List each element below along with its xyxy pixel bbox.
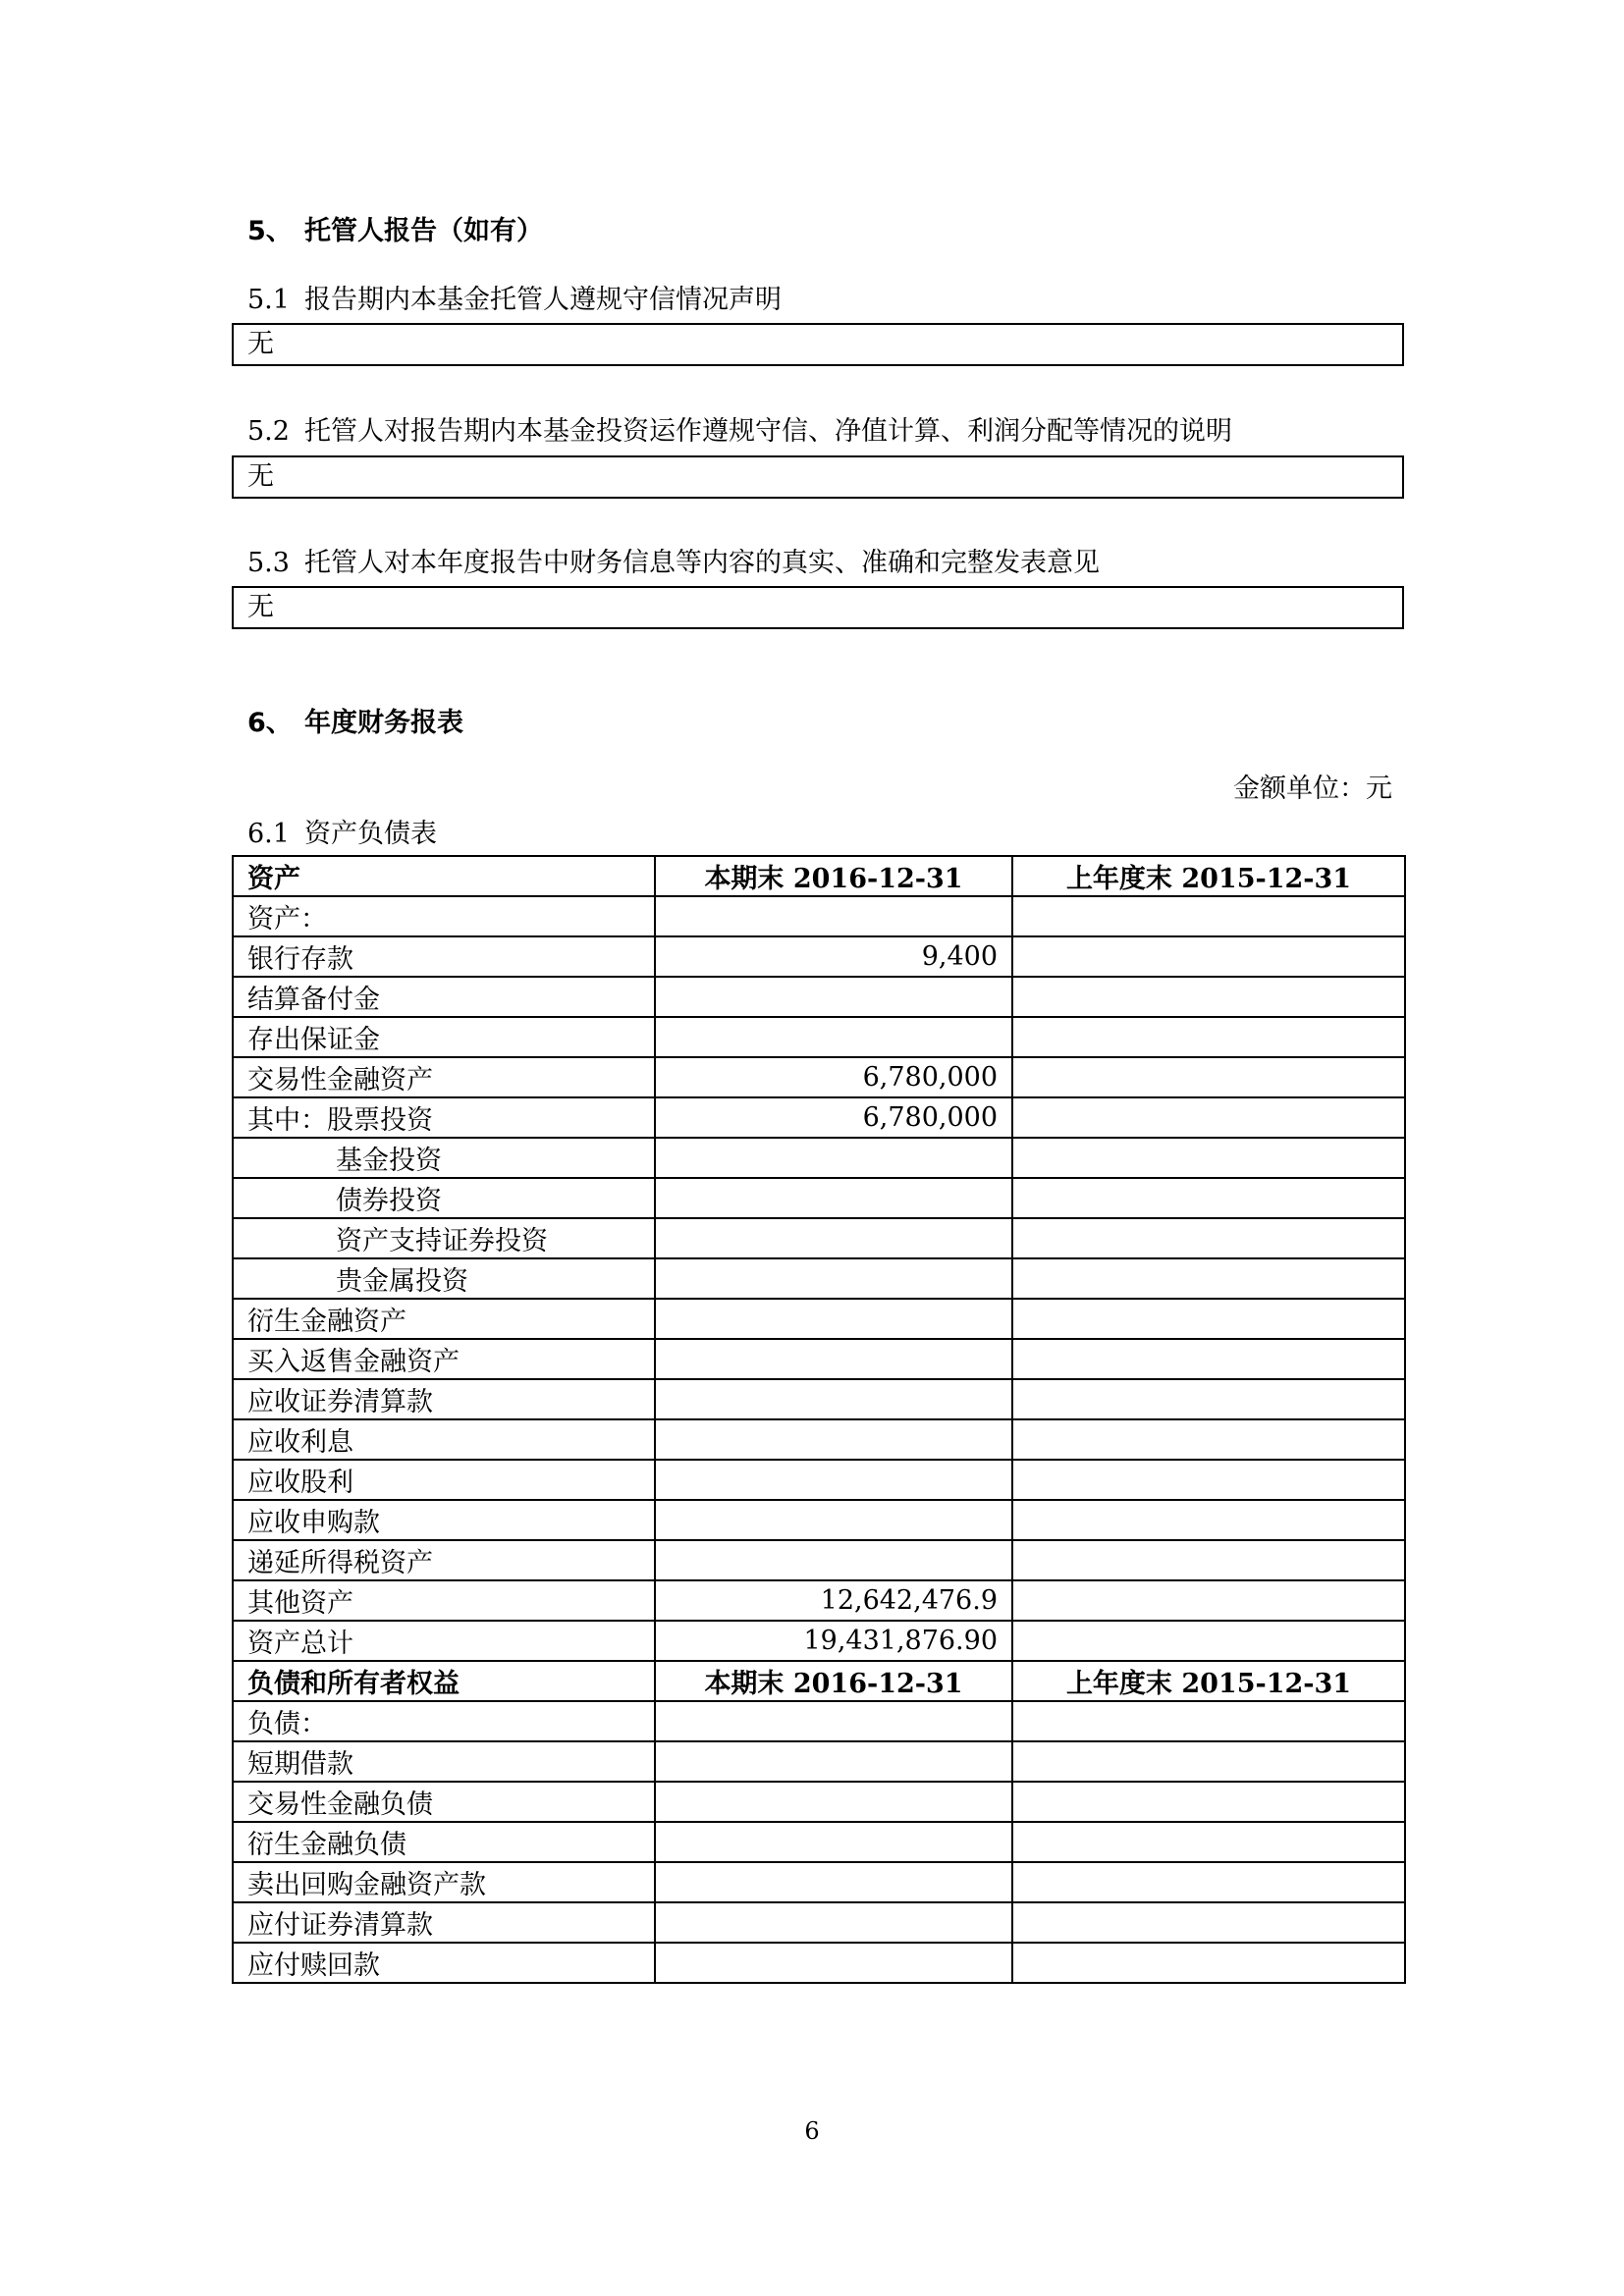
subsection-5-3-number: 5.3 bbox=[247, 548, 290, 578]
row-label: 衍生金融负债 bbox=[233, 1822, 655, 1862]
row-label: 基金投资 bbox=[233, 1138, 655, 1178]
table-row bbox=[233, 1218, 1405, 1258]
table-row bbox=[233, 1138, 1405, 1178]
row-current-value: 19,431,876.90 bbox=[655, 1621, 1012, 1661]
subsection-5-3-content-box bbox=[232, 586, 1404, 629]
row-label: 应收申购款 bbox=[233, 1500, 655, 1540]
table-row bbox=[233, 896, 1405, 936]
row-current-value: 6,780,000 bbox=[655, 1097, 1012, 1138]
row-label: 结算备付金 bbox=[233, 977, 655, 1017]
row-label: 衍生金融资产 bbox=[233, 1299, 655, 1339]
row-prior-value bbox=[1012, 1299, 1405, 1339]
row-prior-value bbox=[1012, 1862, 1405, 1902]
table-row bbox=[233, 977, 1405, 1017]
table-row bbox=[233, 1299, 1405, 1339]
row-label: 递延所得税资产 bbox=[233, 1540, 655, 1580]
subsection-5-1-number: 5.1 bbox=[247, 285, 290, 315]
row-prior-value bbox=[1012, 1540, 1405, 1580]
subsection-5-3-content: 无 bbox=[247, 592, 274, 622]
row-label: 应付证券清算款 bbox=[233, 1902, 655, 1943]
row-label: 银行存款 bbox=[233, 936, 655, 977]
row-label: 其中：股票投资 bbox=[233, 1097, 655, 1138]
table-row bbox=[233, 1540, 1405, 1580]
table-row bbox=[233, 1017, 1405, 1057]
section-6-title: 年度财务报表 bbox=[304, 708, 463, 738]
amount-unit-label: 金额单位：元 bbox=[1233, 774, 1392, 804]
row-current-value bbox=[655, 1540, 1012, 1580]
subsection-5-2-text: 托管人对报告期内本基金投资运作遵规守信、净值计算、利润分配等情况的说明 bbox=[304, 416, 1232, 447]
subsection-5-3-text: 托管人对本年度报告中财务信息等内容的真实、准确和完整发表意见 bbox=[304, 548, 1100, 578]
row-current-value bbox=[655, 1138, 1012, 1178]
row-prior-value bbox=[1012, 1741, 1405, 1782]
row-label: 资产： bbox=[233, 896, 655, 936]
row-prior-value bbox=[1012, 1822, 1405, 1862]
row-label: 卖出回购金融资产款 bbox=[233, 1862, 655, 1902]
row-current-value: 6,780,000 bbox=[655, 1057, 1012, 1097]
liability-header-label: 负债和所有者权益 bbox=[233, 1661, 655, 1701]
row-label: 交易性金融资产 bbox=[233, 1057, 655, 1097]
row-current-value bbox=[655, 977, 1012, 1017]
subsection-5-1-content: 无 bbox=[247, 329, 274, 359]
row-prior-value bbox=[1012, 1580, 1405, 1621]
liability-header-current-period: 本期末 2016-12-31 bbox=[655, 1661, 1012, 1701]
row-label: 其他资产 bbox=[233, 1580, 655, 1621]
subsection-5-1-title bbox=[247, 283, 782, 318]
subsection-6-1-title bbox=[247, 817, 437, 852]
row-current-value: 12,642,476.9 bbox=[655, 1580, 1012, 1621]
section-6-heading bbox=[247, 706, 463, 741]
row-current-value bbox=[655, 1258, 1012, 1299]
row-current-value bbox=[655, 1379, 1012, 1419]
row-label: 资产支持证券投资 bbox=[233, 1218, 655, 1258]
table-row bbox=[233, 1379, 1405, 1419]
subsection-5-1-content-box bbox=[232, 323, 1404, 366]
row-label: 交易性金融负债 bbox=[233, 1782, 655, 1822]
row-current-value bbox=[655, 1218, 1012, 1258]
table-row bbox=[233, 1741, 1405, 1782]
table-row bbox=[233, 1902, 1405, 1943]
row-current-value bbox=[655, 1299, 1012, 1339]
row-label: 负债： bbox=[233, 1701, 655, 1741]
row-current-value bbox=[655, 1782, 1012, 1822]
page-number: 6 bbox=[804, 2117, 820, 2145]
balance-sheet-table bbox=[232, 855, 1406, 1984]
row-label: 资产总计 bbox=[233, 1621, 655, 1661]
table-row bbox=[233, 1460, 1405, 1500]
asset-header-prior-year: 上年度末 2015-12-31 bbox=[1012, 856, 1405, 896]
balance-sheet-body bbox=[233, 856, 1405, 1983]
asset-header-row bbox=[233, 856, 1405, 896]
subsection-6-1-number: 6.1 bbox=[247, 819, 290, 849]
table-row bbox=[233, 1862, 1405, 1902]
table-row bbox=[233, 1782, 1405, 1822]
row-current-value bbox=[655, 1017, 1012, 1057]
row-prior-value bbox=[1012, 1097, 1405, 1138]
row-label: 应收利息 bbox=[233, 1419, 655, 1460]
section-5-heading bbox=[247, 214, 543, 249]
row-prior-value bbox=[1012, 1943, 1405, 1983]
row-current-value: 9,400 bbox=[655, 936, 1012, 977]
row-current-value bbox=[655, 896, 1012, 936]
row-current-value bbox=[655, 1902, 1012, 1943]
row-prior-value bbox=[1012, 1258, 1405, 1299]
asset-header-current-period: 本期末 2016-12-31 bbox=[655, 856, 1012, 896]
row-current-value bbox=[655, 1822, 1012, 1862]
section-6-number: 6、 bbox=[247, 708, 293, 738]
row-current-value bbox=[655, 1741, 1012, 1782]
row-prior-value bbox=[1012, 1017, 1405, 1057]
section-5-title: 托管人报告（如有） bbox=[304, 216, 543, 246]
row-prior-value bbox=[1012, 1218, 1405, 1258]
row-label: 买入返售金融资产 bbox=[233, 1339, 655, 1379]
row-prior-value bbox=[1012, 1339, 1405, 1379]
row-prior-value bbox=[1012, 896, 1405, 936]
row-prior-value bbox=[1012, 977, 1405, 1017]
table-row bbox=[233, 1822, 1405, 1862]
row-prior-value bbox=[1012, 1419, 1405, 1460]
subsection-5-2-title bbox=[247, 414, 1232, 450]
row-prior-value bbox=[1012, 936, 1405, 977]
row-prior-value bbox=[1012, 1057, 1405, 1097]
row-current-value bbox=[655, 1419, 1012, 1460]
row-label: 贵金属投资 bbox=[233, 1258, 655, 1299]
subsection-5-3-title bbox=[247, 546, 1100, 581]
liability-header-prior-year: 上年度末 2015-12-31 bbox=[1012, 1661, 1405, 1701]
table-row bbox=[233, 1258, 1405, 1299]
table-row bbox=[233, 1500, 1405, 1540]
row-prior-value bbox=[1012, 1460, 1405, 1500]
row-label: 存出保证金 bbox=[233, 1017, 655, 1057]
row-label: 应付赎回款 bbox=[233, 1943, 655, 1983]
row-current-value bbox=[655, 1339, 1012, 1379]
row-current-value bbox=[655, 1862, 1012, 1902]
subsection-5-2-content-box bbox=[232, 455, 1404, 499]
row-prior-value bbox=[1012, 1500, 1405, 1540]
table-row bbox=[233, 1057, 1405, 1097]
table-row bbox=[233, 1701, 1405, 1741]
subsection-6-1-text: 资产负债表 bbox=[304, 819, 437, 849]
table-row bbox=[233, 1621, 1405, 1661]
row-current-value bbox=[655, 1943, 1012, 1983]
row-prior-value bbox=[1012, 1379, 1405, 1419]
row-prior-value bbox=[1012, 1782, 1405, 1822]
row-prior-value bbox=[1012, 1138, 1405, 1178]
row-label: 短期借款 bbox=[233, 1741, 655, 1782]
subsection-5-2-number: 5.2 bbox=[247, 416, 290, 447]
row-label: 债券投资 bbox=[233, 1178, 655, 1218]
table-row bbox=[233, 1339, 1405, 1379]
liability-header-row bbox=[233, 1661, 1405, 1701]
table-row bbox=[233, 1097, 1405, 1138]
subsection-5-1-text: 报告期内本基金托管人遵规守信情况声明 bbox=[304, 285, 782, 315]
row-prior-value bbox=[1012, 1178, 1405, 1218]
section-5-number: 5、 bbox=[247, 216, 293, 246]
row-prior-value bbox=[1012, 1621, 1405, 1661]
row-prior-value bbox=[1012, 1902, 1405, 1943]
row-current-value bbox=[655, 1178, 1012, 1218]
subsection-5-2-content: 无 bbox=[247, 461, 274, 492]
row-label: 应收证券清算款 bbox=[233, 1379, 655, 1419]
row-current-value bbox=[655, 1500, 1012, 1540]
table-row bbox=[233, 936, 1405, 977]
row-current-value bbox=[655, 1460, 1012, 1500]
table-row bbox=[233, 1178, 1405, 1218]
row-prior-value bbox=[1012, 1701, 1405, 1741]
table-row bbox=[233, 1943, 1405, 1983]
row-label: 应收股利 bbox=[233, 1460, 655, 1500]
row-current-value bbox=[655, 1701, 1012, 1741]
asset-header-label: 资产 bbox=[233, 856, 655, 896]
table-row bbox=[233, 1419, 1405, 1460]
table-row bbox=[233, 1580, 1405, 1621]
